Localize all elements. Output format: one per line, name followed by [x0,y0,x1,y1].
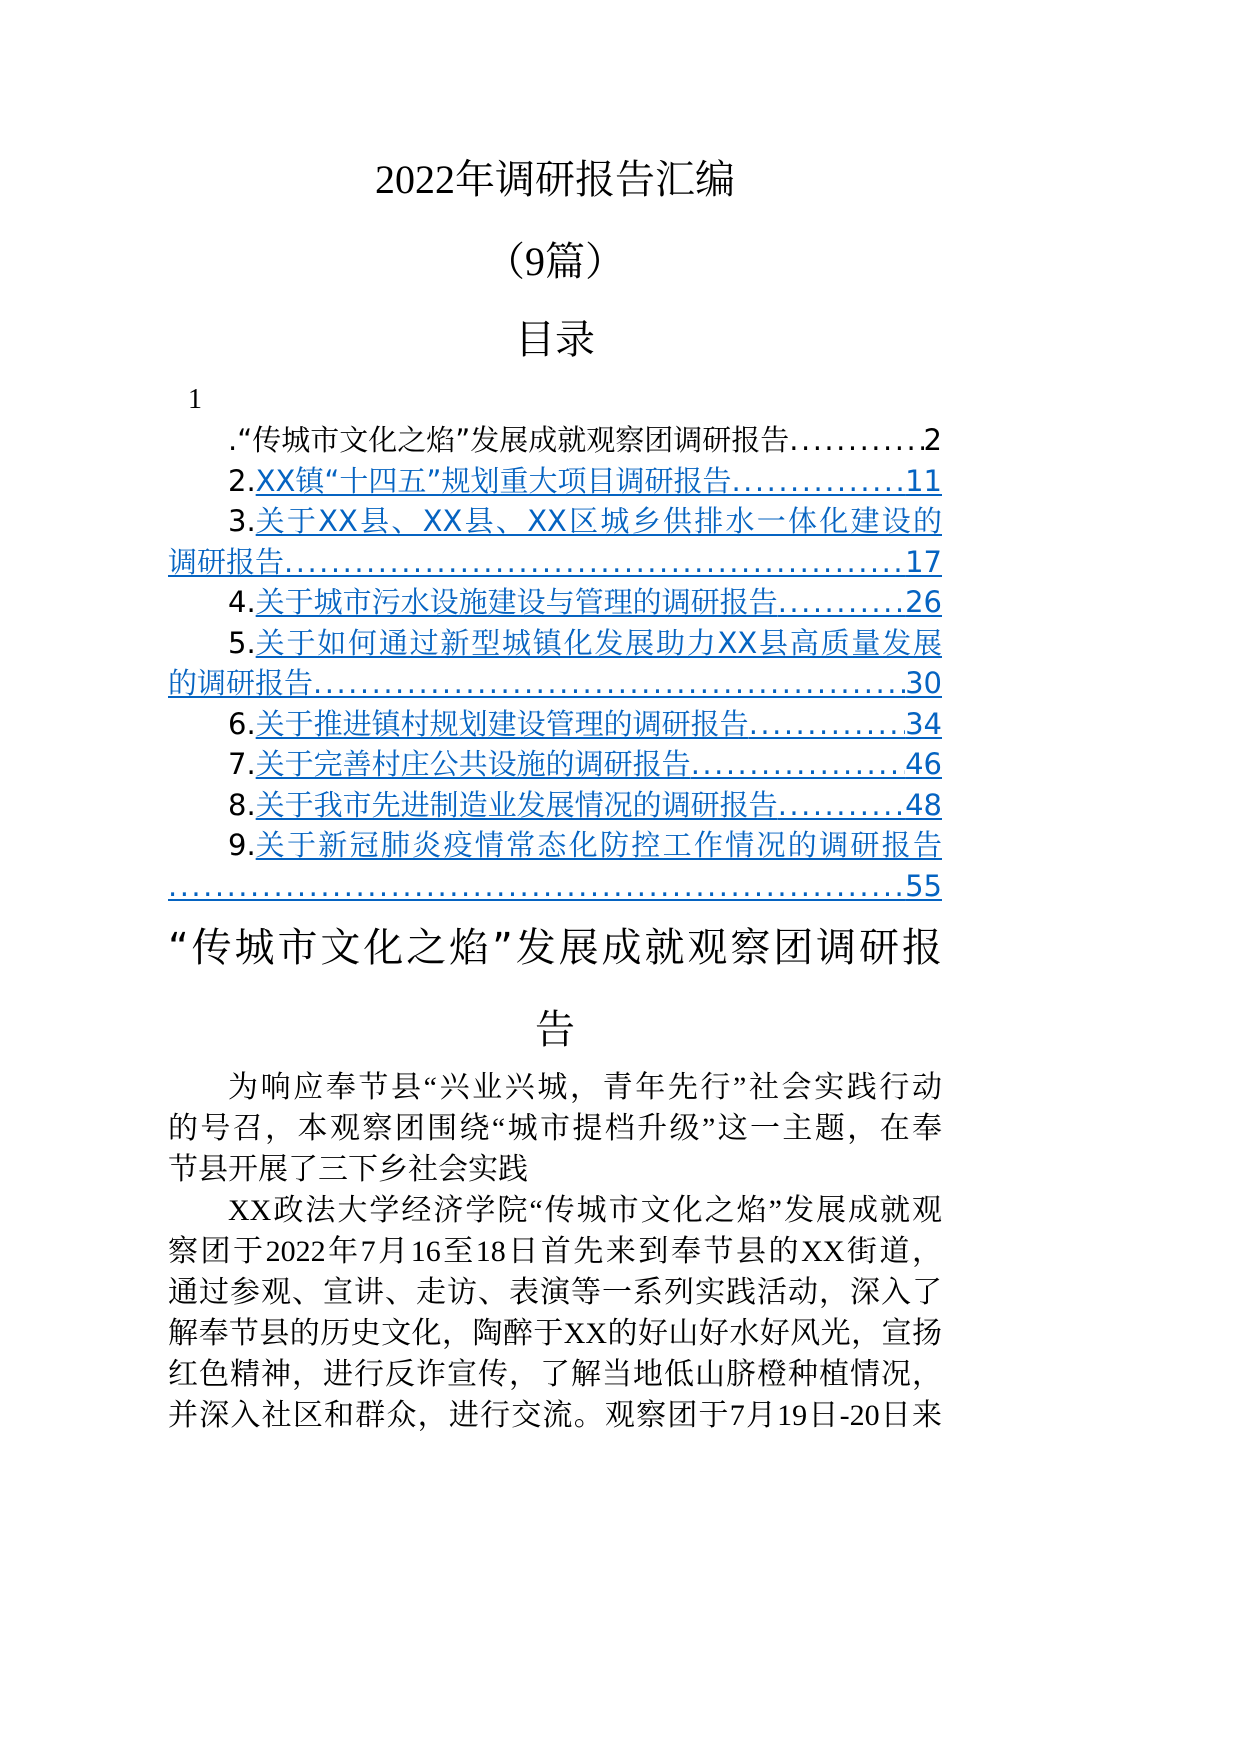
paragraph-line: 通过参观、宣讲、走访、表演等一系列实践活动，深入了 [168,1276,942,1309]
paragraph [168,1190,942,1436]
article-heading [168,907,942,1071]
toc-entry-number-prefix: 1 [188,384,202,415]
toc-entry-continued [168,663,942,704]
toc-dot-leader[interactable] [168,866,905,907]
toc-entry-link[interactable]: 关于我市先进制造业发展情况的调研报告 [255,787,778,822]
toc-dot-leader[interactable] [749,704,905,745]
toc-dot-leader[interactable] [778,785,905,826]
paragraph-line: 为响应奉节县“兴业兴城，青年先行”社会实践行动 [228,1071,942,1104]
toc-entry-link[interactable]: 的调研报告 [168,666,314,700]
toc-entry-number: 3. [228,504,256,538]
toc-entry-link[interactable]: 关于新冠肺炎疫情常态化防控工作情况的调研报告 [255,828,942,862]
toc-page-number[interactable]: 34 [905,706,942,741]
paragraph-line: 并深入社区和群众，进行交流。观察团于7月19日-20日来 [168,1399,942,1432]
toc-entry-link[interactable]: 关于完善村庄公共设施的调研报告 [255,747,691,781]
toc-entry [168,420,942,461]
toc-page-number[interactable]: 11 [905,463,942,498]
toc-entry [168,744,942,785]
toc-entry-number: 5. [228,625,256,660]
toc-entry-number: 7. [228,747,256,781]
toc-entry [168,623,942,664]
toc-dot-leader[interactable] [691,744,905,785]
toc-dot-leader[interactable] [284,542,905,583]
toc-entry-link[interactable]: XX镇“十四五”规划重大项目调研报告 [255,463,732,498]
toc-entry-continued [168,542,942,583]
toc-page-number[interactable]: 26 [905,585,942,619]
toc-entry-continued [168,866,942,907]
document-title: 2022年调研报告汇编 [375,157,735,202]
toc-dot-leader [789,420,923,461]
toc-entry [168,704,942,745]
toc-entry-link[interactable]: 关于城市污水设施建设与管理的调研报告 [255,585,778,619]
table-of-contents [168,420,942,906]
paragraph [168,1067,942,1190]
toc-entry-link[interactable]: 关于推进镇村规划建设管理的调研报告 [255,706,749,741]
toc-entry [168,501,942,542]
paragraph-line: XX政法大学经济学院“传城市文化之焰”发展成就观 [228,1194,942,1227]
toc-page-number[interactable]: 30 [905,666,942,700]
toc-entry-link[interactable]: 关于如何通过新型城镇化发展助力XX县高质量发展 [255,625,942,660]
toc-heading: 目录 [515,317,595,363]
document-subtitle: （9篇） [485,239,625,284]
toc-entry-title: “传城市文化之焰”发展成就观察团调研报告 [237,423,790,457]
paragraph-line: 的号召，本观察团围绕“城市提档升级”这一主题，在奉 [168,1112,942,1145]
paragraph-line: 红色精神，进行反诈宣传，了解当地低山脐橙种植情况， [168,1358,942,1391]
toc-entry-link[interactable]: 关于XX县、XX县、XX区城乡供排水一体化建设的 [255,504,942,538]
toc-page-number[interactable]: 17 [905,544,942,579]
toc-entry-number: 4. [228,585,256,619]
toc-entry [168,582,942,623]
toc-entry [168,785,942,826]
toc-entry-link[interactable]: 调研报告 [168,544,285,579]
toc-page-number[interactable]: 55 [905,868,942,903]
toc-entry-number: 8. [228,787,256,822]
article-body [168,1067,942,1436]
article-heading-line: 告 [535,1007,575,1053]
toc-dot-leader[interactable] [731,461,905,502]
paragraph-line: 节县开展了三下乡社会实践 [168,1153,528,1186]
toc-entry-number: 6. [228,706,256,741]
toc-dot-leader[interactable] [313,663,905,704]
paragraph-line: 察团于2022年7月16至18日首先来到奉节县的XX街道， [168,1235,942,1268]
toc-entry-number: . [228,423,238,457]
toc-entry-number: 2. [228,463,256,498]
toc-page-number[interactable]: 48 [905,787,942,822]
article-heading-line: “传城市文化之焰”发展成就观察团调研报 [168,925,942,971]
toc-page-number: 2 [923,423,942,457]
toc-page-number[interactable]: 46 [905,747,942,781]
toc-entry [168,825,942,866]
paragraph-line: 解奉节县的历史文化，陶醉于XX的好山好水好风光，宣扬 [168,1317,942,1350]
toc-dot-leader[interactable] [778,582,905,623]
toc-entry-number: 9. [228,828,256,862]
toc-entry [168,461,942,502]
